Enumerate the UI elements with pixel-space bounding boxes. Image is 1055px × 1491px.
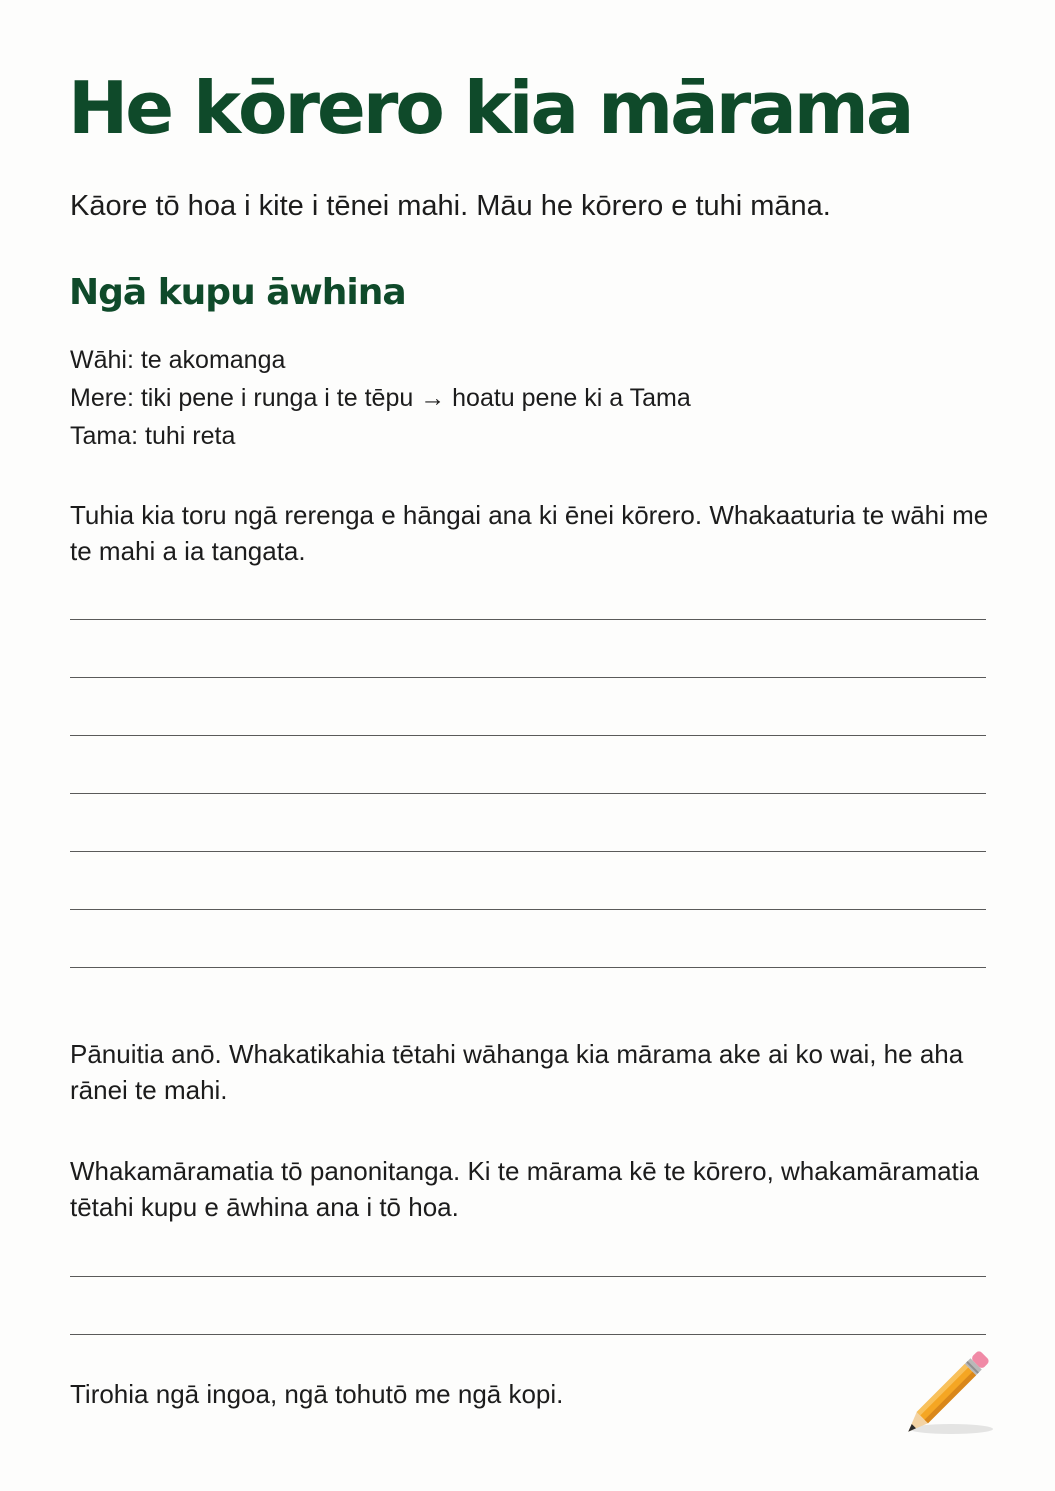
helper-line-tama: Tama: tuhi reta (70, 422, 236, 450)
writing-line[interactable] (70, 967, 986, 968)
intro-text: Kāore tō hoa i kite i tēnei mahi. Māu he kōrero e tuhi māna. (70, 190, 831, 222)
checklist-note: Tirohia ngā ingoa, ngā tohutō me ngā kopi. (70, 1379, 564, 1409)
writing-line[interactable] (70, 1276, 986, 1277)
helper-line-mere: Mere: tiki pene i runga i te tēpu → hoatu pene ki a Tama (70, 384, 691, 412)
writing-line[interactable] (70, 909, 986, 910)
helper-list (70, 341, 691, 455)
task-instruction-write: Tuhia kia toru ngā rerenga e hāngai ana ki ēnei kōrero. Whakaaturia te wāhi me te mahi a ia tangata. (70, 500, 989, 566)
helper-heading: Ngā kupu āwhina (69, 272, 406, 313)
writing-line[interactable] (70, 793, 986, 794)
writing-line[interactable] (70, 619, 986, 620)
task-instruction-explain: Whakamāramatia tō panonitanga. Ki te mārama kē te kōrero, whakamāramatia tētahi kupu e āwhina ana i tō hoa. (70, 1156, 979, 1222)
writing-line[interactable] (70, 1334, 986, 1335)
page-title: He kōrero kia mārama (68, 66, 912, 150)
pencil-icon (893, 1345, 1003, 1440)
writing-line[interactable] (70, 735, 986, 736)
writing-line[interactable] (70, 677, 986, 678)
writing-line[interactable] (70, 851, 986, 852)
task-instruction-revise: Pānuitia anō. Whakatikahia tētahi wāhanga kia mārama ake ai ko wai, he aha rānei te mahi. (70, 1039, 964, 1105)
helper-line-place: Wāhi: te akomanga (70, 346, 286, 374)
